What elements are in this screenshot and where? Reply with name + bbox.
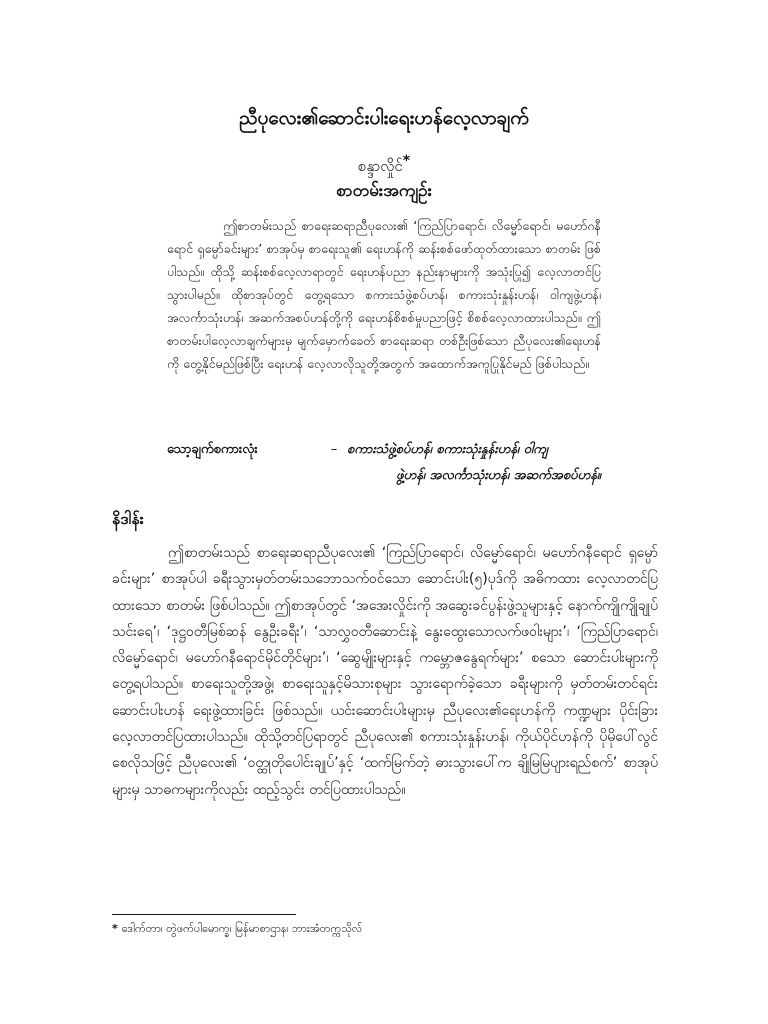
introduction-heading: နိဒါန်း bbox=[112, 509, 144, 528]
author-footnote-mark: * bbox=[402, 153, 411, 169]
footnote-mark: * bbox=[112, 922, 118, 935]
abstract-heading: စာတမ်းအကျဉ်း bbox=[336, 181, 432, 201]
footnote bbox=[112, 920, 658, 938]
keywords-line-1 bbox=[167, 437, 601, 463]
introduction-text: ဤစာတမ်းသည် စာရေးဆရာညီပုလေး၏ ‘ကြည်ပြာရောင်၊ လိမ္မော်ရောင်၊ မဟော်ဂနီရောင် ရှမ္ပော်ခင်းများ’ စာအုပ်ပါ ခရီးသွားမှတ်တမ်းသဘောသက်ဝင်သော ဆောင်းပါး(၅)ပုဒ်ကို အဓိကထား လေ့လာတင်ပြထားသော စာတမ်း ဖြစ်ပါသည်။ ဤစာအုပ်တွင် ‘အအေးလှိုင်းကို အဆွေးခင်ပွန်းဖွဲ့သူများနှင့် နောက်ကျိုကျိုချုပ်သင်းရေ’၊ ‘ဒုဋ္ဌဝတီမြစ်ဆန် နွေဦးခရီး’၊ ‘သာလွှဝတီဆောင်းနဲ့ နွေးထွေးသောလက်ဖဝါးများ’၊ ‘ကြည်ပြာရောင်၊ လိမ္မော်ရောင်၊ မဟော်ဂနီရောင်မိုင်တိုင်များ’၊ ‘ဆွေမျိုးများနှင့် ကမ္ဘောဇနွေရက်များ’ စသော ဆောင်းပါးများကို တွေ့ရပါသည်။ စာရေးသူတို့အဖွဲ့၊ စာရေးသူနှင့်မိသားစုများ သွားရောက်ခဲ့သော ခရီးများကို မှတ်တမ်းတင်ရင်း ဆောင်းပါးဟန် ရေးဖွဲ့ထားခြင်း ဖြစ်သည်။ ယင်းဆောင်းပါးများမှ ညီပုလေး၏ရေးဟန်ကို ကဏ္ဍများ ပိုင်းခြားလေ့လာတင်ပြထားပါသည်။ ထိုသို့တင်ပြရာတွင် ညီပုလေး၏ စကားသုံးနှုန်းဟန်၊ ကိုယ်ပိုင်ဟန်ကို ပိုမိုပေါ်လွင်စေလိုသဖြင့် ညီပုလေး၏ ‘ဝတ္ထုတိုပေါင်းချုပ်’နှင့် ‘ထက်မြက်တဲ့ ဓားသွားပေါ်က ချိုမြမြပျားရည်စက်’ စာအုပ်များမှ သာဓကများကိုလည်း ထည့်သွင်း တင်ပြထားပါသည်။ bbox=[112, 545, 658, 798]
keywords-block bbox=[167, 437, 601, 489]
abstract-body bbox=[167, 214, 601, 375]
keywords-terms-1: စကားသံဖွဲ့စပ်ဟန်၊ စကားသုံးနှုန်းဟန်၊ ဝါကျ bbox=[347, 442, 549, 457]
keywords-label: သော့ချက်စကားလုံး bbox=[167, 442, 258, 457]
introduction-body bbox=[112, 540, 658, 803]
author-line bbox=[0, 150, 768, 177]
paper-title: ညီပုလေး၏ဆောင်းပါးရေးဟန်လေ့လာချက် bbox=[239, 107, 529, 129]
footnote-divider bbox=[112, 914, 296, 915]
keywords-dash: – bbox=[330, 442, 338, 457]
footnote-text: ဒေါက်တာ၊ တွဲဖက်ပါမောက္ခ၊ မြန်မာစာဌာန၊ ဘားအံတက္ကသိုလ် bbox=[121, 922, 363, 935]
keywords-terms-2: ဖွဲ့ဟန်၊ အလင်္ကာသုံးဟန်၊ အဆက်အစပ်ဟန်။ bbox=[396, 468, 601, 483]
abstract-text: ဤစာတမ်းသည် စာရေးဆရာညီပုလေး၏ ‘ကြည်ပြာရောင်၊ လိမ္မော်ရောင်၊ မဟော်ဂနီရောင် ရှမ္ပော်ခင်းများ’ စာအုပ်မှ စာရေးသူ၏ ရေးဟန်ကို ဆန်းစစ်ဖော်ထုတ်ထားသော စာတမ်း ဖြစ်ပါသည်။ ထိုသို့ ဆန်းစစ်လေ့လာရာတွင် ရေးဟန်ပညာ နည်းနာများကို အသုံးပြု၍ လေ့လာတင်ပြသွားပါမည်။ ထိုစာအုပ်တွင် တွေ့ရသော စကားသံဖွဲ့စပ်ဟန်၊ စကားသုံးနှုန်းဟန်၊ ဝါကျဖွဲ့ဟန်၊ အလင်္ကာသုံးဟန်၊ အဆက်အစပ်ဟန်တို့ကို ရေးဟန်စိစစ်မှုပညာဖြင့် စိစစ်လေ့လာထားပါသည်။ ဤစာတမ်းပါလေ့လာချက်များမှ မျက်မှောက်ခေတ် စာရေးဆရာ တစ်ဦးဖြစ်သော ညီပုလေး၏ရေးဟန်ကို တွေ့နိုင်မည်ဖြစ်ပြီး ရေးဟန် လေ့လာလိုသူတို့အတွက် အထောက်အကူပြုနိုင်မည် ဖြစ်ပါသည်။ bbox=[167, 218, 601, 371]
author-name: စန္ဒာလှိုင် bbox=[357, 157, 403, 175]
